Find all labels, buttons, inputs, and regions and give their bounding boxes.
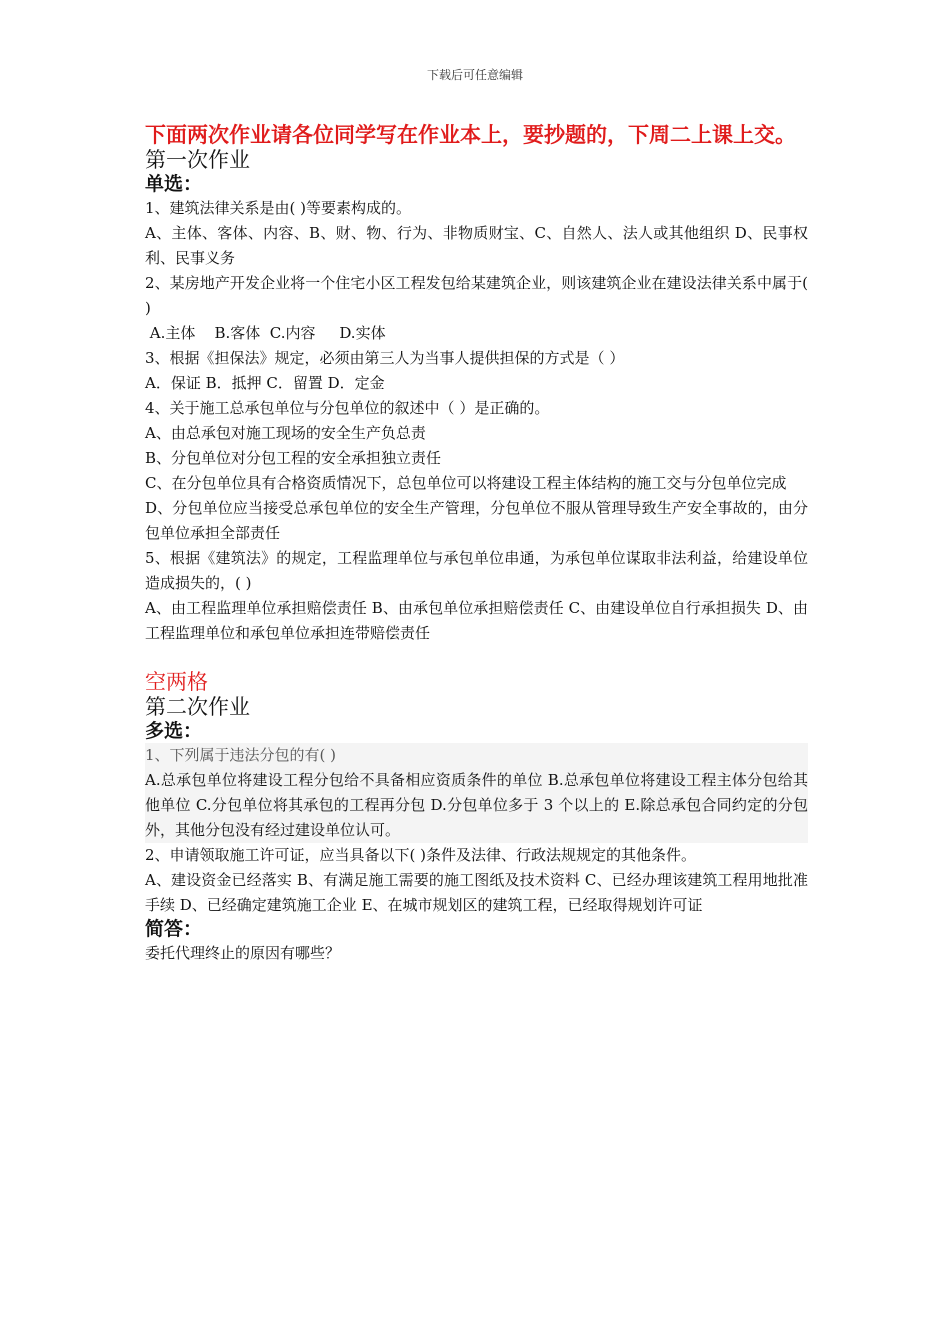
question-line: 3、根据《担保法》规定，必须由第三人为当事人提供担保的方式是（ ） (145, 349, 625, 367)
homework-notice: 下面两次作业请各位同学写在作业本上，要抄题的，下周二上课上交。 (145, 123, 796, 147)
question-line: B、分包单位对分包工程的安全承担独立责任 (145, 449, 442, 467)
second-assignment-title: 第二次作业 (145, 695, 250, 719)
spacer-note: 空两格 (145, 670, 208, 694)
page-header-note: 下载后可任意编辑 (426, 68, 523, 82)
question-line: 5、根据《建筑法》的规定，工程监理单位与承包单位串通，为承包单位谋取非法利益，给建设单位造成损失的，( ) (145, 549, 808, 592)
first-assignment-title: 第一次作业 (145, 148, 250, 172)
question-line: A．保证 B．抵押 C．留置 D．定金 (145, 374, 385, 392)
short-answer-question: 委托代理终止的原因有哪些？ (145, 944, 341, 962)
multiple-choice-heading: 多选： (145, 720, 203, 742)
question-line: 1、建筑法律关系是由( )等要素构成的。 (145, 199, 412, 217)
question-line: 2、某房地产开发企业将一个住宅小区工程发包给某建筑企业，则该建筑企业在建设法律关系中属于( ) (145, 274, 808, 317)
question-options: A、建设资金已经落实 B、有满足施工需要的施工图纸及技术资料 C、已经办理该建筑工程用地批准手续 D、已经确定建筑施工企业 E、在城市规划区的建筑工程，已经取得规划许可证 (145, 871, 808, 914)
document-body (145, 122, 808, 966)
multi-choice-question-block (145, 743, 808, 843)
question-line: C、在分包单位具有合格资质情况下，总包单位可以将建设工程主体结构的施工交与分包单位完成 (145, 474, 787, 492)
question-line: A、主体、客体、内容、B、财、物、行为、非物质财宝、C、自然人、法人或其他组织 D、民事权利、民事义务 (145, 224, 808, 267)
question-line: A、由总承包对施工现场的安全生产负总责 (145, 424, 426, 442)
single-choice-heading: 单选： (145, 173, 203, 195)
question-line: A.主体 B.客体 C.内容 D.实体 (145, 324, 386, 342)
question-line: A、由工程监理单位承担赔偿责任 B、由承包单位承担赔偿责任 C、由建设单位自行承担损失 D、由工程监理单位和承包单位承担连带赔偿责任 (145, 599, 808, 642)
question-line: 4、关于施工总承包单位与分包单位的叙述中（ ）是正确的。 (145, 399, 550, 417)
question-line: D、分包单位应当接受总承包单位的安全生产管理，分包单位不服从管理导致生产安全事故的，由分包单位承担全部责任 (145, 499, 808, 542)
question-options: A.总承包单位将建设工程分包给不具备相应资质条件的单位 B.总承包单位将建设工程主体分包给其他单位 C.分包单位将其承包的工程再分包 D.分包单位多于 3 个以上的 E.除总承包合同约定的分包外，其他分包没有经过建设单位认可。 (145, 771, 808, 839)
short-answer-heading: 简答： (145, 918, 203, 940)
question-line: 2、申请领取施工许可证，应当具备以下( )条件及法律、行政法规规定的其他条件。 (145, 846, 697, 864)
question-line: 1、下列属于违法分包的有( ) (145, 746, 337, 764)
